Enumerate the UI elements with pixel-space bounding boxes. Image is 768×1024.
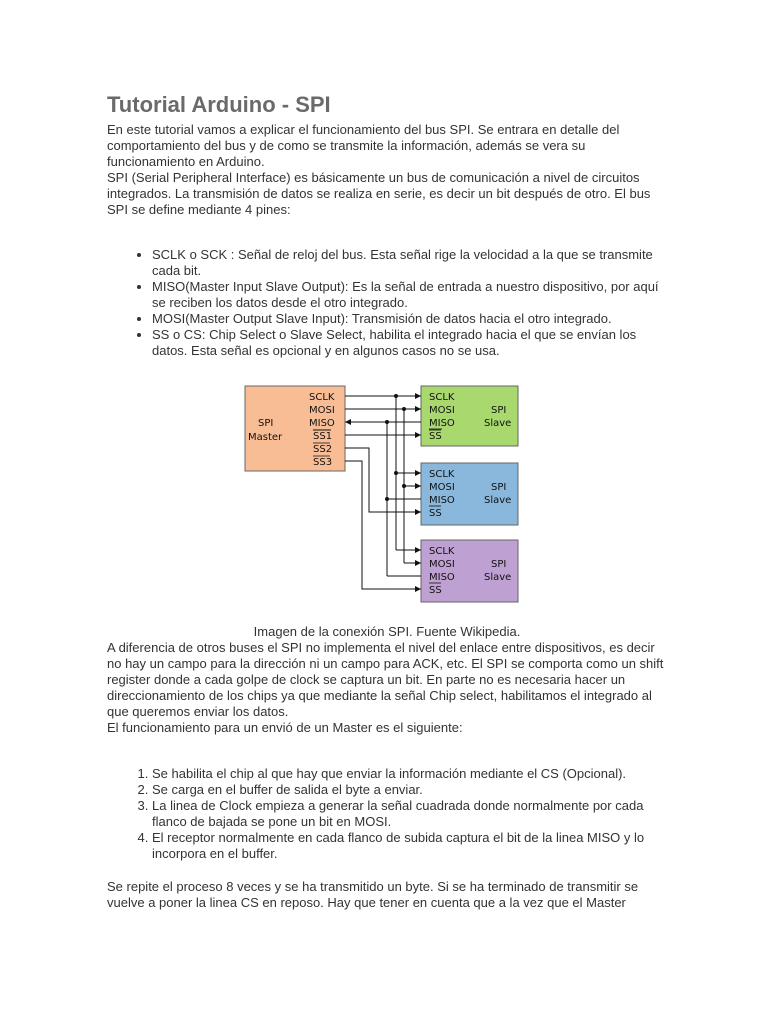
closing-paragraph: Se repite el proceso 8 veces y se ha transmitido un byte. Si se ha terminado de transmitir se vuelve a poner la linea CS en reposo. Hay que tener en cuenta que a la vez que el Master <box>107 879 639 910</box>
slave3-pin-ss: SS <box>429 585 442 596</box>
slave1-label-2: Slave <box>484 418 512 429</box>
body-paragraph-2: El funcionamiento para un envió de un Master es el siguiente: <box>107 720 463 735</box>
slave2-label-2: Slave <box>484 495 512 506</box>
master-pin-sclk: SCLK <box>309 392 335 403</box>
list-item: 3. La linea de Clock empieza a generar la señal cuadrada donde normalmente por cada flanco de bajada se pone un bit en MOSI. <box>152 798 667 830</box>
master-label-1: SPI <box>258 418 274 429</box>
spi-diagram <box>244 385 520 605</box>
intro-paragraph-2: SPI (Serial Peripheral Interface) es básicamente un bus de comunicación a nivel de circuitos integrados. La transmisión de datos se realiza en serie, es decir un bit después de otro. El bus SPI se define mediante 4 pines: <box>107 170 651 217</box>
bus-wires <box>345 396 421 589</box>
list-item: • MISO(Master Input Slave Output): Es la señal de entrada a nuestro dispositivo, por aquí se reciben los datos desde el otro integrado. <box>152 279 667 311</box>
slave3-pin-sclk: SCLK <box>429 546 455 557</box>
master-pin-ss1: SS1 <box>313 431 333 442</box>
intro-paragraph-1: En este tutorial vamos a explicar el funcionamiento del bus SPI. Se entrara en detalle del comportamiento del bus y de como se transmite la información, además se vera su funcionamiento en Arduino. <box>107 122 620 169</box>
slave1-pin-mosi: MOSI <box>429 405 455 416</box>
list-item: 4. El receptor normalmente en cada flanco de subida captura el bit de la linea MISO y lo incorpora en el buffer. <box>152 830 667 862</box>
slave2-pin-sclk: SCLK <box>429 469 455 480</box>
master-pin-mosi: MOSI <box>309 405 335 416</box>
slave3-pin-miso: MISO <box>429 572 455 583</box>
list-item: 2. Se carga en el buffer de salida el byte a enviar. <box>152 782 667 798</box>
slave2-pin-miso: MISO <box>429 495 455 506</box>
slave1-pin-miso: MISO <box>429 418 455 429</box>
slave2-label-1: SPI <box>491 482 507 493</box>
spi-diagram-figure <box>107 385 667 617</box>
master-pin-ss2: SS2 <box>313 444 333 455</box>
slave3-label-1: SPI <box>491 559 507 570</box>
list-item: • MOSI(Master Output Slave Input): Transmisión de datos hacia el otro integrado. <box>152 311 667 327</box>
master-label-2: Master <box>248 432 283 443</box>
pin-list <box>107 247 667 359</box>
slave3-pin-mosi: MOSI <box>429 559 455 570</box>
slave2-pin-mosi: MOSI <box>429 482 455 493</box>
list-item: • SCLK o SCK : Señal de reloj del bus. Esta señal rige la velocidad a la que se transmite cada bit. <box>152 247 667 279</box>
master-pin-ss3: SS3 <box>313 457 333 468</box>
steps-list <box>107 766 667 862</box>
body-paragraph-1: A diferencia de otros buses el SPI no implementa el nivel del enlace entre dispositivos, es decir no hay un campo para la dirección ni un campo para ACK, etc. El SPI se comporta como un shift register donde a cada golpe de clock se captura un bit. En parte no es necesaria hacer un direccionamiento de los chips ya que mediante la señal Chip select, habilitamos el integrado al que queremos enviar los datos. <box>107 640 664 719</box>
list-item: 1. Se habilita el chip al que hay que enviar la información mediante el CS (Opcional). <box>152 766 667 782</box>
slave1-label-1: SPI <box>491 405 507 416</box>
slave1-pin-sclk: SCLK <box>429 392 455 403</box>
master-pin-miso: MISO <box>309 418 335 429</box>
slave3-label-2: Slave <box>484 572 512 583</box>
list-item: • SS o CS: Chip Select o Slave Select, habilita el integrado hacia el que se envían los datos. Esta señal es opcional y en algunos casos no se usa. <box>152 327 667 359</box>
document-content <box>107 93 667 911</box>
slave2-pin-ss: SS <box>429 508 442 519</box>
figure-caption: Imagen de la conexión SPI. Fuente Wikipedia. <box>253 624 521 639</box>
slave1-pin-ss: SS <box>429 431 442 442</box>
page-title: Tutorial Arduino - SPI <box>107 92 331 117</box>
